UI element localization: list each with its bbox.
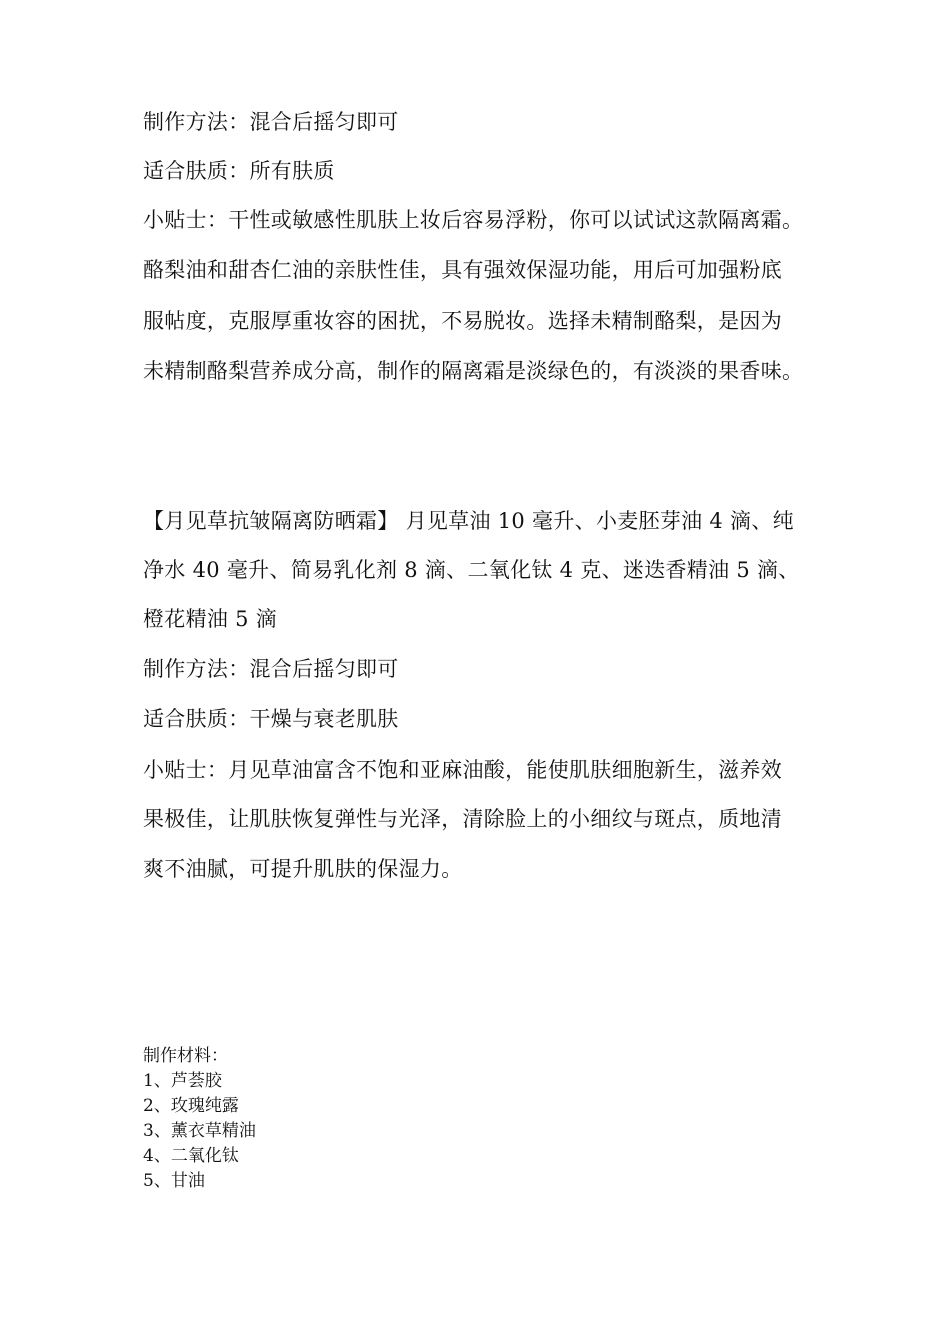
section2-method: 制作方法：混合后摇匀即可: [143, 657, 399, 681]
section1-tip-line-3: 服帖度，克服厚重妆容的困扰，不易脱妆。选择未精制酪梨，是因为: [143, 309, 782, 333]
section1-skin-type: 适合肤质：所有肤质: [143, 159, 335, 183]
materials-item-3: 3、薰衣草精油: [143, 1121, 256, 1141]
section1-method: 制作方法：混合后摇匀即可: [143, 110, 399, 134]
section2-tip-line-3: 爽不油腻，可提升肌肤的保湿力。: [143, 857, 463, 881]
section1-tip-line-4: 未精制酪梨营养成分高，制作的隔离霜是淡绿色的，有淡淡的果香味。: [143, 359, 804, 383]
materials-heading: 制作材料：: [143, 1046, 228, 1066]
materials-item-5: 5、甘油: [143, 1171, 205, 1191]
section2-tip-line-2: 果极佳，让肌肤恢复弹性与光泽，清除脸上的小细纹与斑点，质地清: [143, 807, 782, 831]
section2-tip-line-1: 小贴士：月见草油富含不饱和亚麻油酸，能使肌肤细胞新生，滋养效: [143, 758, 782, 782]
section2-recipe-line-3: 橙花精油 5 滴: [143, 607, 278, 631]
section1-tip-line-2: 酪梨油和甜杏仁油的亲肤性佳，具有强效保湿功能，用后可加强粉底: [143, 258, 782, 282]
materials-item-2: 2、玫瑰纯露: [143, 1096, 239, 1116]
materials-item-1: 1、芦荟胶: [143, 1071, 222, 1091]
section2-skin-type: 适合肤质：干燥与衰老肌肤: [143, 707, 399, 731]
materials-item-4: 4、二氧化钛: [143, 1146, 239, 1166]
section1-tip-line-1: 小贴士：干性或敏感性肌肤上妆后容易浮粉，你可以试试这款隔离霜。: [143, 208, 804, 232]
section2-recipe-line-1: 【月见草抗皱隔离防晒霜】 月见草油 10 毫升、小麦胚芽油 4 滴、纯: [143, 509, 794, 533]
section2-recipe-line-2: 净水 40 毫升、简易乳化剂 8 滴、二氧化钛 4 克、迷迭香精油 5 滴、: [143, 558, 800, 582]
